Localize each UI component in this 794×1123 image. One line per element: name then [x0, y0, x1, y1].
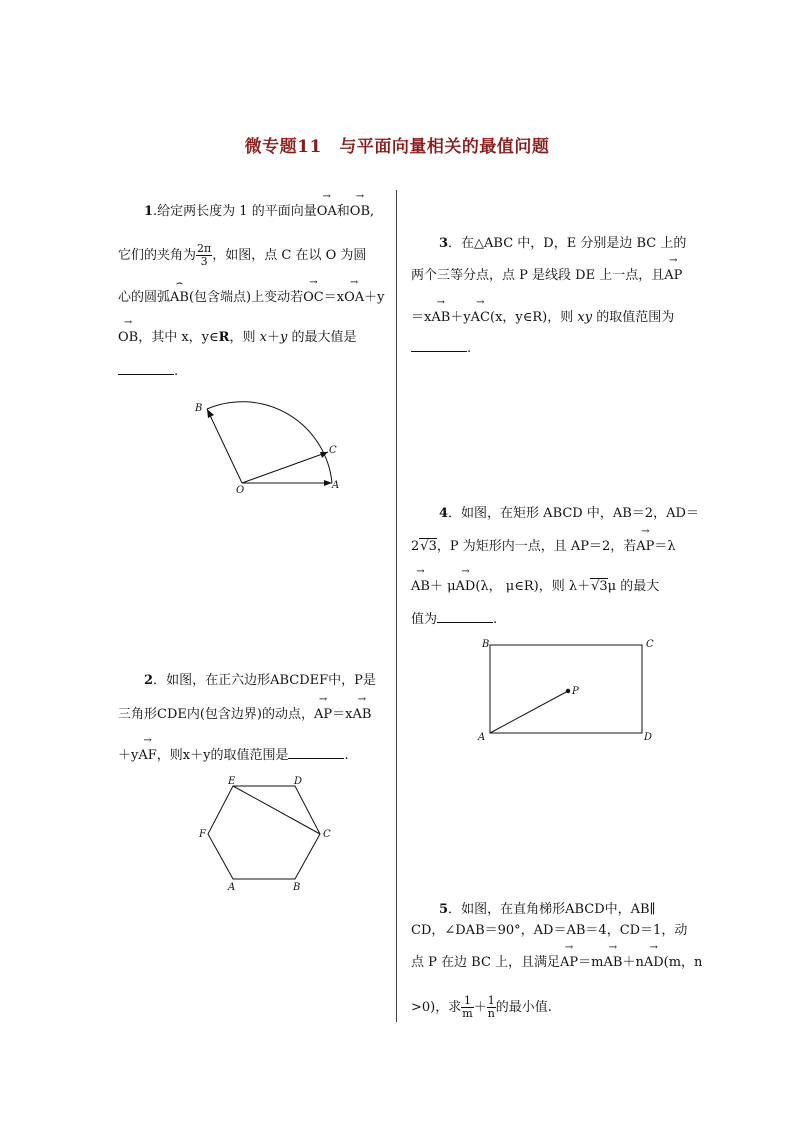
angle-fraction: $\frac{2\pi}{3}$	[197, 242, 212, 268]
problem-1-figure	[190, 395, 350, 495]
label-F: F	[199, 829, 206, 840]
label-D: D	[294, 776, 303, 787]
label-O: O	[236, 485, 245, 496]
problem-5-text-1: 如图，在直角梯形ABCD中，AB∥	[461, 902, 656, 917]
label-A: A	[478, 732, 486, 743]
problem-4-line-3: → AB＋ μ→ AD(λ， μ∈R)，则 λ＋√3μ 的最大	[411, 578, 659, 596]
problem-1-line-1: 1.给定两长度为 1 的平面向量→ OA和→ OB,	[144, 203, 374, 221]
label-A: A	[332, 480, 340, 491]
page-title: 微专题11 与平面向量相关的最值问题	[244, 137, 550, 157]
problem-5-number: 5	[439, 902, 449, 917]
answer-blank	[411, 339, 467, 352]
answer-blank	[437, 610, 493, 623]
problem-5-line-2	[411, 922, 687, 940]
problem-1-number: 1	[144, 204, 154, 219]
problem-3-line-1: 3．在△ABC 中，D，E 分别是边 BC 上的	[439, 236, 687, 251]
problem-5-text-2: CD，∠DAB＝90°，AD＝AB＝4，CD＝1，动	[411, 923, 688, 938]
answer-blank	[288, 746, 344, 759]
problem-3-line-3: ＝x→ AB＋y→ AC(x，y∈R)，则 xy 的取值范围为	[411, 309, 674, 327]
label-P: P	[572, 686, 579, 697]
column-divider	[396, 190, 397, 1022]
label-B: B	[195, 403, 203, 414]
problem-4-figure	[478, 636, 658, 746]
problem-2-text-1: 如图，在正六边形ABCDEF中，P是	[166, 673, 376, 688]
label-D: D	[644, 732, 653, 743]
problem-3-number: 3	[439, 236, 449, 251]
label-B: B	[482, 639, 490, 650]
problem-2-figure	[195, 776, 335, 896]
problem-4-text-4: 值为	[411, 612, 438, 627]
label-B: B	[293, 882, 301, 893]
label-A: A	[228, 882, 236, 893]
problem-2-number: 2	[144, 673, 154, 688]
problem-3-line-2: 两个三等分点，点 P 是线段 DE 上一点，且→ AP	[411, 267, 682, 285]
problem-4-line-2: 2√3，P 为矩形内一点，且 AP＝2，若→ AP＝λ	[411, 538, 676, 556]
problem-1-line-4: → OB，其中 x，y∈R，则 x＋y 的最大值是	[118, 329, 356, 347]
problem-1-line-5: .	[118, 362, 178, 381]
label-C: C	[329, 445, 337, 456]
problem-2-line-2: 三角形CDE内(包含边界)的动点，→ AP＝x→ AB	[118, 706, 371, 724]
problem-4-number: 4	[439, 506, 449, 521]
problem-4-line-4: 值为 .	[411, 612, 498, 627]
problem-5-line-3: 点 P 在边 BC 上，且满足→ AP＝m→ AB＋n→ AD(m，n	[411, 954, 702, 972]
problem-5-line-1: 5．如图，在直角梯形ABCD中，AB∥	[439, 902, 656, 917]
label-E: E	[228, 776, 236, 787]
problem-1-line-3: 心的圆弧⌢ AB(包含端点)上变动若→ OC＝x→ OA＋y	[118, 289, 384, 307]
label-C: C	[646, 639, 654, 650]
problem-4-line-1: 4．如图，在矩形 ABCD 中，AB＝2，AD＝	[439, 506, 699, 521]
problem-3-line-4: .	[411, 339, 471, 358]
problem-2-text-2: 三角形CDE内(包含边界)的动点，	[118, 707, 315, 722]
problem-2-line-1: 2．如图，在正六边形ABCDEF中，P是	[144, 673, 376, 688]
problem-2-line-3: ＋y→ AF，则x＋y的取值范围是 .	[118, 746, 349, 765]
label-C: C	[323, 829, 331, 840]
problem-1-line-2: 它们的夹角为 $\frac{2\pi}{3}$ ，如图，点 C 在以 O 为圆	[118, 242, 367, 268]
answer-blank	[118, 362, 174, 375]
problem-5-line-4: >0)，求 $\frac{1}{m}$ ＋ $\frac{1}{n}$ 的最小值.	[411, 994, 552, 1020]
